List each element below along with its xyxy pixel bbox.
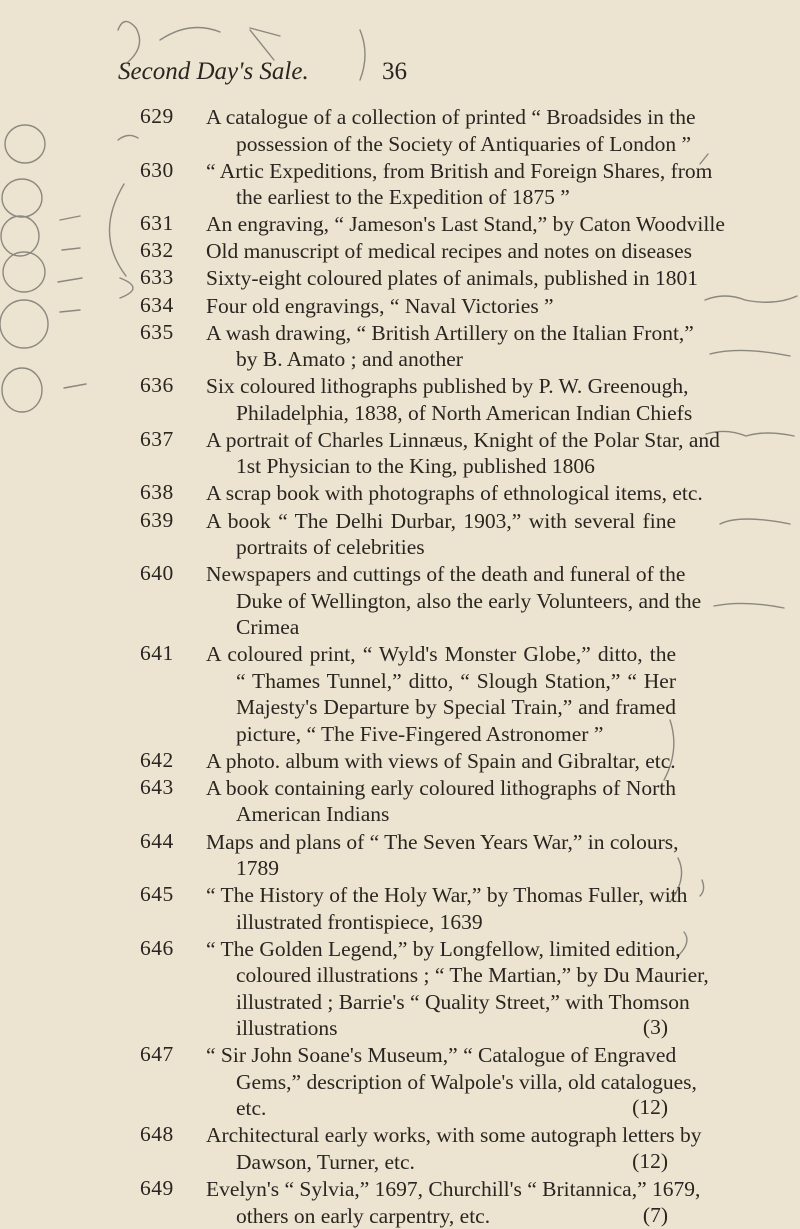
lot-description-line: 1789 — [206, 855, 676, 882]
lot-description-line: A book containing early coloured lithographs of North — [206, 775, 676, 802]
lot-description-line: possession of the Society of Antiquaries of London ” — [206, 131, 676, 158]
margin-circle-4 — [3, 252, 45, 292]
lot-description-line: Duke of Wellington, also the early Volunteers, and the — [206, 588, 676, 615]
lot-number: 642 — [140, 748, 174, 772]
lot-description-line: illustrations — [206, 1015, 676, 1042]
lot-number: 636 — [140, 373, 174, 397]
lot-description — [206, 238, 676, 265]
lot-number: 641 — [140, 641, 174, 665]
header-title: Second Day's Sale. — [118, 58, 309, 85]
lot-number: 639 — [140, 508, 174, 532]
lot-number: 631 — [140, 211, 174, 235]
lot-description-line: “ Sir John Soane's Museum,” “ Catalogue of Engraved — [206, 1042, 676, 1069]
lot-number: 648 — [140, 1122, 174, 1146]
lot-description-line: A wash drawing, “ British Artillery on the Italian Front,” — [206, 320, 676, 347]
lot-quantity: (12) — [632, 1095, 668, 1119]
lot-description-line: Six coloured lithographs published by P. W. Greenough, — [206, 373, 676, 400]
page-header — [118, 58, 618, 92]
lot-description-line: Dawson, Turner, etc. — [206, 1149, 676, 1176]
lot-description-line: etc. — [206, 1095, 676, 1122]
lot-number: 644 — [140, 829, 174, 853]
lot-description — [206, 641, 676, 747]
lot-description-line: Evelyn's “ Sylvia,” 1697, Churchill's “ Britannica,” 1679, — [206, 1176, 676, 1203]
lot-description-line: by B. Amato ; and another — [206, 346, 676, 373]
lot-description-line: illustrated ; Barrie's “ Quality Street,” with Thomson — [206, 989, 676, 1016]
lot-quantity: (3) — [643, 1015, 668, 1039]
lot-number: 629 — [140, 104, 174, 128]
lot-description-line: “ Artic Expeditions, from British and Foreign Shares, from — [206, 158, 676, 185]
lot-description-line: An engraving, “ Jameson's Last Stand,” by Caton Woodville — [206, 211, 676, 238]
lot-number: 638 — [140, 480, 174, 504]
lot-description — [206, 211, 676, 238]
lot-number: 634 — [140, 293, 174, 317]
lot-number: 646 — [140, 936, 174, 960]
lot-number: 643 — [140, 775, 174, 799]
lot-number: 645 — [140, 882, 174, 906]
lot-description — [206, 775, 676, 828]
lot-description-line: Majesty's Departure by Special Train,” and framed — [206, 694, 676, 721]
lot-description-line: American Indians — [206, 801, 676, 828]
lot-description — [206, 480, 676, 507]
lot-description-line: picture, “ The Five-Fingered Astronomer ” — [206, 721, 676, 748]
lot-description — [206, 293, 676, 320]
lot-description — [206, 1122, 676, 1175]
lot-description — [206, 320, 676, 373]
lot-description-line: Architectural early works, with some autograph letters by — [206, 1122, 676, 1149]
lot-description-line: Newspapers and cuttings of the death and funeral of the — [206, 561, 676, 588]
margin-circle-5 — [0, 300, 48, 348]
lot-description-line: Gems,” description of Walpole's villa, old catalogues, — [206, 1069, 676, 1096]
lot-description-line: A coloured print, “ Wyld's Monster Globe,” ditto, the — [206, 641, 676, 668]
lot-number: 632 — [140, 238, 174, 262]
lot-description-line: Old manuscript of medical recipes and notes on diseases — [206, 238, 676, 265]
lot-description — [206, 104, 676, 157]
lot-quantity: (7) — [643, 1203, 668, 1227]
lot-description-line: portraits of celebrities — [206, 534, 676, 561]
lot-number: 640 — [140, 561, 174, 585]
margin-bracket — [109, 135, 138, 298]
lot-description — [206, 829, 676, 882]
lot-description-line: “ The Golden Legend,” by Longfellow, limited edition, — [206, 936, 676, 963]
margin-circle-2 — [2, 179, 42, 217]
lot-description — [206, 427, 676, 480]
lot-number: 630 — [140, 158, 174, 182]
lot-description-line: Philadelphia, 1838, of North American Indian Chiefs — [206, 400, 676, 427]
lot-quantity: (12) — [632, 1149, 668, 1173]
lot-number: 633 — [140, 265, 174, 289]
lot-description-line: 1st Physician to the King, published 1806 — [206, 453, 676, 480]
lot-description-line: A portrait of Charles Linnæus, Knight of the Polar Star, and — [206, 427, 676, 454]
margin-circle-1 — [5, 125, 45, 163]
lot-description — [206, 882, 676, 935]
lot-description-line: others on early carpentry, etc. — [206, 1203, 676, 1229]
lot-description-line: Crimea — [206, 614, 676, 641]
lot-description — [206, 373, 676, 426]
lot-number: 647 — [140, 1042, 174, 1066]
lot-description-line: coloured illustrations ; “ The Martian,” by Du Maurier, — [206, 962, 676, 989]
margin-circle-6 — [2, 368, 42, 412]
lot-description — [206, 265, 676, 292]
lot-description-line: Four old engravings, “ Naval Victories ” — [206, 293, 676, 320]
lot-description-line: A catalogue of a collection of printed “ Broadsides in the — [206, 104, 676, 131]
lot-description — [206, 561, 676, 641]
page-number: 36 — [382, 58, 407, 86]
lot-description-line: Maps and plans of “ The Seven Years War,” in colours, — [206, 829, 676, 856]
lot-description — [206, 1176, 676, 1229]
lot-description-line: Sixty-eight coloured plates of animals, published in 1801 — [206, 265, 676, 292]
lot-description — [206, 1042, 676, 1122]
lot-description-line: the earliest to the Expedition of 1875 ” — [206, 184, 676, 211]
lot-number: 637 — [140, 427, 174, 451]
lot-description-line: “ Thames Tunnel,” ditto, “ Slough Station,” “ Her — [206, 668, 676, 695]
lot-description — [206, 158, 676, 211]
lot-description — [206, 748, 676, 775]
lot-description-line: A book “ The Delhi Durbar, 1903,” with several fine — [206, 508, 676, 535]
right-margin-marks — [700, 154, 797, 896]
margin-circle-3 — [1, 216, 39, 256]
lot-description-line: A scrap book with photographs of ethnological items, etc. — [206, 480, 676, 507]
lot-number: 649 — [140, 1176, 174, 1200]
lot-description — [206, 508, 676, 561]
lot-number: 635 — [140, 320, 174, 344]
margin-price-marks — [58, 216, 86, 388]
lot-description — [206, 936, 676, 1042]
lot-description-line: illustrated frontispiece, 1639 — [206, 909, 676, 936]
lot-description-line: A photo. album with views of Spain and Gibraltar, etc. — [206, 748, 676, 775]
lot-description-line: “ The History of the Holy War,” by Thomas Fuller, with — [206, 882, 676, 909]
